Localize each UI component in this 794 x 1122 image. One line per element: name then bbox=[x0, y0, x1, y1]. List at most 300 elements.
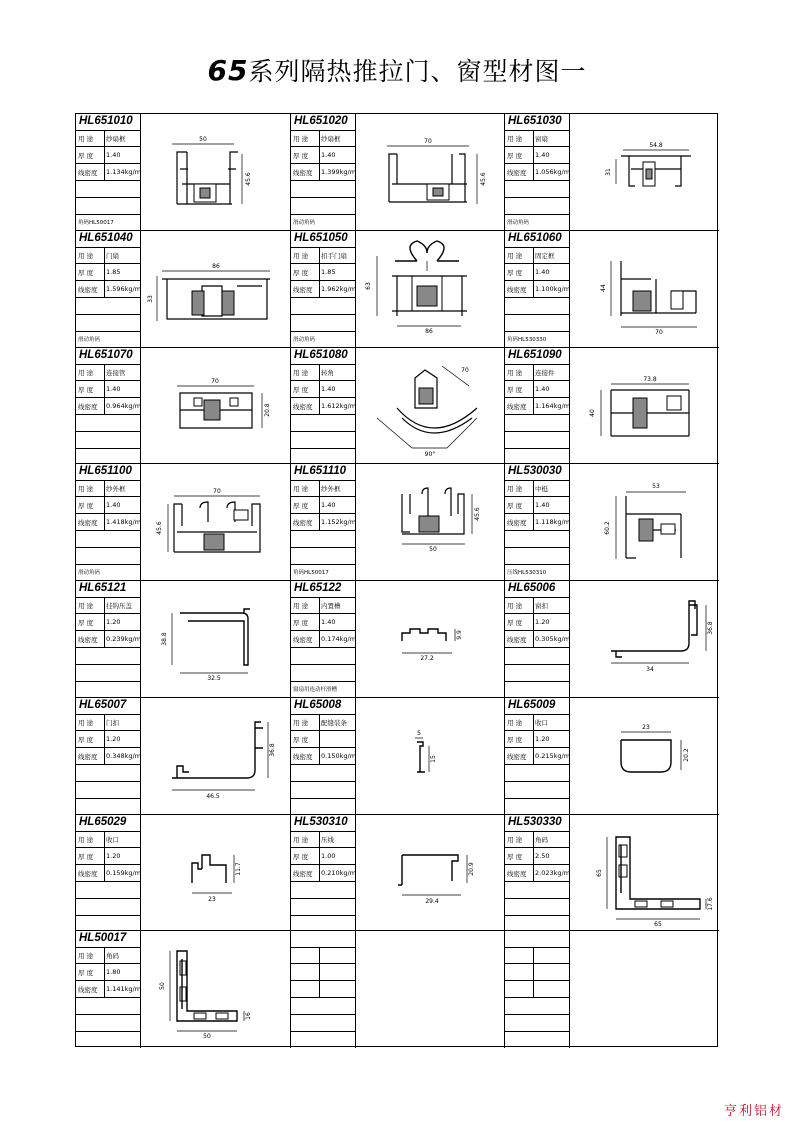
profile-cell bbox=[291, 464, 505, 581]
row-divider bbox=[505, 664, 570, 665]
column-divider bbox=[319, 480, 320, 530]
column-divider bbox=[319, 831, 320, 881]
field-label-thick: 厚 度 bbox=[78, 619, 94, 627]
profile-cell bbox=[505, 931, 719, 1048]
row-divider bbox=[76, 197, 141, 198]
profile-cross-section bbox=[357, 698, 505, 814]
dimension-label: 11.7 bbox=[235, 861, 242, 876]
field-label-thick: 厚 度 bbox=[507, 619, 523, 627]
row-divider bbox=[505, 130, 570, 131]
profile-outline bbox=[397, 408, 477, 428]
field-label-weight: 线密度 bbox=[78, 169, 98, 177]
row-divider bbox=[291, 847, 356, 848]
profile-cell bbox=[505, 114, 719, 231]
row-divider bbox=[76, 397, 141, 398]
field-value-weight: 1.164kg/m bbox=[535, 401, 571, 410]
row-divider bbox=[505, 297, 570, 298]
row-divider bbox=[291, 197, 356, 198]
profile-code: HL65008 bbox=[294, 698, 342, 711]
row-divider bbox=[291, 898, 356, 899]
profile-drawing bbox=[142, 114, 290, 230]
row-divider bbox=[76, 364, 141, 365]
row-divider bbox=[505, 647, 570, 648]
profile-drawing bbox=[142, 698, 290, 814]
column-divider bbox=[319, 130, 320, 180]
field-value-thick: 1.80 bbox=[106, 968, 121, 977]
row-divider bbox=[505, 513, 570, 514]
dimension-label: 17.6 bbox=[707, 896, 714, 911]
profile-code: HL651010 bbox=[79, 115, 133, 127]
profile-info bbox=[76, 464, 141, 580]
dimension-label: 44 bbox=[600, 283, 607, 292]
row-divider bbox=[505, 414, 570, 415]
field-label-weight: 线密度 bbox=[507, 636, 527, 644]
column-divider bbox=[319, 364, 320, 414]
profile-cross-section bbox=[357, 815, 505, 931]
profile-info bbox=[505, 815, 570, 931]
field-label-thick: 厚 度 bbox=[78, 969, 94, 978]
field-value-thick: 1.20 bbox=[535, 734, 550, 743]
profile-part bbox=[216, 1013, 228, 1019]
row-divider bbox=[291, 747, 356, 748]
field-label-use: 用 途 bbox=[78, 485, 94, 494]
row-divider bbox=[291, 764, 356, 765]
row-divider bbox=[291, 714, 356, 715]
profile-info bbox=[76, 698, 141, 814]
field-label-use: 用 途 bbox=[293, 485, 309, 494]
column-divider bbox=[104, 947, 105, 997]
row-divider bbox=[505, 881, 570, 882]
profile-part bbox=[646, 169, 652, 179]
row-divider bbox=[505, 480, 570, 481]
row-divider bbox=[505, 180, 570, 181]
field-value-use: 门扣 bbox=[106, 718, 119, 727]
row-divider bbox=[291, 214, 356, 215]
row-divider bbox=[291, 448, 356, 449]
row-divider bbox=[291, 597, 356, 598]
profile-info bbox=[76, 231, 141, 347]
profile-note: 滑动角码 bbox=[78, 336, 101, 343]
row-divider bbox=[291, 864, 356, 865]
field-value-thick: 1.40 bbox=[535, 501, 550, 510]
dimension-label: 20.8 bbox=[264, 402, 271, 417]
row-divider bbox=[76, 480, 141, 481]
field-label-weight: 线密度 bbox=[78, 285, 98, 294]
profile-cell bbox=[76, 464, 291, 581]
field-label-thick: 厚 度 bbox=[293, 502, 309, 511]
profile-drawing bbox=[571, 114, 719, 230]
field-value-use: 内置槽 bbox=[321, 602, 341, 610]
row-divider bbox=[76, 331, 141, 332]
field-label-weight: 线密度 bbox=[78, 869, 98, 878]
row-divider bbox=[505, 963, 570, 964]
row-divider bbox=[505, 798, 570, 799]
field-value-thick: 1.40 bbox=[321, 151, 336, 159]
field-label-use: 用 途 bbox=[293, 718, 309, 727]
profile-cell bbox=[505, 464, 719, 581]
profile-info bbox=[76, 581, 141, 697]
field-value-weight: 0.348kg/m bbox=[106, 751, 142, 760]
row-divider bbox=[291, 280, 356, 281]
field-value-weight: 1.118kg/m bbox=[535, 518, 571, 527]
field-label-weight: 线密度 bbox=[507, 752, 527, 761]
field-label-weight: 线密度 bbox=[78, 636, 98, 644]
row-divider bbox=[505, 280, 570, 281]
row-divider bbox=[505, 730, 570, 731]
profile-cross-section bbox=[142, 231, 290, 347]
profile-code: HL651110 bbox=[294, 465, 346, 478]
row-divider bbox=[76, 496, 141, 497]
profile-code: HL651030 bbox=[508, 115, 562, 127]
row-divider bbox=[291, 831, 356, 832]
dimension-label: 33 bbox=[147, 294, 154, 303]
column-divider bbox=[319, 947, 320, 997]
row-divider bbox=[291, 513, 356, 514]
row-divider bbox=[76, 847, 141, 848]
field-label-thick: 厚 度 bbox=[78, 268, 94, 277]
field-label-use: 用 途 bbox=[78, 251, 94, 260]
field-value-thick: 1.40 bbox=[106, 384, 121, 393]
profile-code: HL651040 bbox=[79, 231, 133, 244]
row-divider bbox=[76, 647, 141, 648]
profile-cell bbox=[291, 114, 505, 231]
profile-code: HL65006 bbox=[508, 582, 556, 594]
profile-cell bbox=[291, 698, 505, 815]
row-divider bbox=[505, 714, 570, 715]
profile-code: HL651070 bbox=[79, 348, 133, 361]
field-value-use: 连接件 bbox=[535, 368, 555, 377]
field-label-weight: 线密度 bbox=[293, 285, 313, 294]
row-divider bbox=[76, 963, 141, 964]
row-divider bbox=[291, 263, 356, 264]
field-label-use: 用 途 bbox=[293, 835, 309, 844]
row-divider bbox=[76, 180, 141, 181]
column-divider bbox=[104, 364, 105, 414]
field-value-weight: 2.023kg/m bbox=[535, 868, 571, 877]
row-divider bbox=[505, 915, 570, 916]
field-value-weight: 0.210kg/m bbox=[321, 868, 357, 877]
profile-info bbox=[505, 114, 570, 230]
field-label-use: 用 途 bbox=[293, 135, 309, 143]
column-divider bbox=[319, 714, 320, 764]
profile-note: 窗扇用连动杆滑槽 bbox=[293, 687, 338, 693]
dimension-label: 36.8 bbox=[269, 743, 276, 757]
row-divider bbox=[76, 980, 141, 981]
row-divider bbox=[291, 630, 356, 631]
field-label-weight: 线密度 bbox=[507, 402, 527, 411]
field-label-use: 用 途 bbox=[78, 718, 94, 727]
field-value-use: 门扇 bbox=[106, 251, 119, 260]
dimension-label: 40 bbox=[589, 408, 596, 417]
profile-note: 滑动角码 bbox=[507, 220, 530, 226]
row-divider bbox=[291, 997, 356, 998]
profile-part bbox=[419, 516, 439, 532]
row-divider bbox=[505, 364, 570, 365]
row-divider bbox=[505, 146, 570, 147]
row-divider bbox=[505, 630, 570, 631]
brand-watermark: 亨利铝材 bbox=[723, 1104, 784, 1119]
field-label-thick: 厚 度 bbox=[507, 852, 523, 861]
profile-drawing bbox=[357, 114, 505, 230]
field-value-weight: 0.159kg/m bbox=[106, 868, 142, 877]
profile-info bbox=[505, 231, 570, 347]
dimension-label: 53 bbox=[652, 483, 660, 491]
row-divider bbox=[76, 747, 141, 748]
profile-part bbox=[619, 845, 627, 857]
row-divider bbox=[291, 1014, 356, 1015]
field-value-use: 转角 bbox=[321, 368, 334, 377]
field-value-use: 窗扇 bbox=[535, 135, 548, 143]
profile-info bbox=[291, 815, 356, 931]
profile-info bbox=[505, 698, 570, 814]
field-label-weight: 线密度 bbox=[293, 402, 313, 411]
profile-part bbox=[635, 901, 647, 907]
field-label-use: 用 途 bbox=[293, 368, 309, 377]
column-divider bbox=[104, 597, 105, 647]
field-label-use: 用 途 bbox=[78, 835, 94, 844]
row-divider bbox=[505, 263, 570, 264]
row-divider bbox=[76, 380, 141, 381]
field-label-thick: 厚 度 bbox=[78, 735, 94, 744]
profile-part bbox=[234, 510, 248, 520]
field-label-thick: 厚 度 bbox=[507, 152, 523, 160]
profile-cell bbox=[76, 231, 291, 348]
field-value-thick: 1.20 bbox=[106, 851, 121, 860]
dimension-label: 46.5 bbox=[206, 792, 220, 800]
field-label-use: 用 途 bbox=[507, 485, 523, 494]
dimension-label: 73.8 bbox=[643, 375, 657, 383]
field-value-weight: 1.056kg/m bbox=[535, 168, 571, 176]
column-divider bbox=[104, 714, 105, 764]
dimension-label: 32.5 bbox=[207, 675, 221, 682]
profile-info bbox=[505, 464, 570, 580]
dimension-label: 86 bbox=[425, 327, 433, 335]
field-label-thick: 厚 度 bbox=[78, 152, 94, 160]
field-value-use: 连接管 bbox=[106, 368, 126, 377]
profile-part bbox=[433, 188, 443, 196]
profile-info bbox=[505, 348, 570, 464]
profile-note: 压线HL530310 bbox=[507, 570, 547, 577]
row-divider bbox=[505, 898, 570, 899]
row-divider bbox=[76, 280, 141, 281]
profile-outline bbox=[172, 722, 263, 778]
field-label-thick: 厚 度 bbox=[507, 502, 523, 511]
profile-drawing bbox=[142, 464, 290, 580]
profile-cell bbox=[76, 698, 291, 815]
dimension-label: 70 bbox=[424, 138, 432, 145]
row-divider bbox=[291, 314, 356, 315]
field-value-weight: 0.239kg/m bbox=[106, 635, 142, 643]
profile-cross-section bbox=[571, 815, 719, 931]
row-divider bbox=[505, 980, 570, 981]
row-divider bbox=[505, 547, 570, 548]
row-divider bbox=[76, 798, 141, 799]
profile-info bbox=[291, 464, 356, 580]
profile-cross-section bbox=[142, 348, 290, 464]
field-value-use: 挂钩压盖 bbox=[106, 602, 132, 610]
profile-cell bbox=[76, 114, 291, 231]
row-divider bbox=[291, 180, 356, 181]
field-value-thick: 1.40 bbox=[321, 501, 336, 510]
profile-drawing bbox=[142, 815, 290, 931]
field-value-thick: 1.00 bbox=[321, 851, 336, 860]
profile-info bbox=[291, 348, 356, 464]
column-divider bbox=[319, 247, 320, 297]
profile-drawing bbox=[142, 931, 290, 1048]
profile-part bbox=[633, 291, 651, 311]
profile-cross-section bbox=[142, 114, 290, 230]
dimension-label: 23 bbox=[642, 723, 650, 731]
row-divider bbox=[76, 831, 141, 832]
field-label-thick: 厚 度 bbox=[293, 268, 309, 277]
dimension-label: 27.2 bbox=[420, 655, 434, 662]
field-value-thick: 1.85 bbox=[321, 267, 336, 276]
dimension-label: 90° bbox=[424, 450, 436, 458]
row-divider bbox=[76, 881, 141, 882]
profile-info bbox=[505, 581, 570, 697]
profile-part bbox=[180, 961, 186, 975]
profile-part bbox=[204, 534, 224, 550]
dimension-label: 70 bbox=[655, 328, 663, 336]
profile-cell bbox=[291, 348, 505, 465]
row-divider bbox=[76, 997, 141, 998]
row-divider bbox=[291, 130, 356, 131]
dimension-label: 45.6 bbox=[480, 172, 487, 186]
profile-outline bbox=[398, 855, 458, 885]
row-divider bbox=[505, 613, 570, 614]
field-label-use: 用 途 bbox=[507, 368, 523, 377]
profile-drawing bbox=[142, 581, 290, 697]
profile-info bbox=[76, 815, 141, 931]
profile-cell bbox=[505, 698, 719, 815]
row-divider bbox=[76, 1014, 141, 1015]
profile-code: HL65122 bbox=[294, 582, 342, 594]
profile-part bbox=[194, 1013, 206, 1019]
profile-code: HL530330 bbox=[508, 815, 562, 828]
profile-info bbox=[76, 114, 141, 230]
dimension-label: 70 bbox=[461, 366, 469, 374]
field-value-weight: 1.134kg/m bbox=[106, 168, 142, 176]
field-value-use: 纱扇框 bbox=[106, 135, 126, 143]
row-divider bbox=[505, 564, 570, 565]
row-divider bbox=[505, 997, 570, 998]
profile-info bbox=[291, 231, 356, 347]
profile-part bbox=[194, 398, 202, 406]
field-value-weight: 0.174kg/m bbox=[321, 635, 357, 643]
profile-table bbox=[75, 113, 718, 1047]
profile-drawing bbox=[571, 698, 719, 814]
dimension-label: 15 bbox=[430, 754, 437, 763]
dimension-label: 45.6 bbox=[156, 521, 163, 535]
profile-cell bbox=[76, 348, 291, 465]
row-divider bbox=[76, 530, 141, 531]
field-value-weight: 1.962kg/m bbox=[321, 284, 357, 293]
field-label-use: 用 途 bbox=[507, 251, 523, 260]
profile-code: HL50017 bbox=[79, 932, 127, 945]
dimension-label: 20.9 bbox=[468, 861, 475, 876]
column-divider bbox=[533, 831, 534, 881]
field-value-weight: 1.141kg/m bbox=[106, 985, 142, 994]
field-label-weight: 线密度 bbox=[78, 402, 98, 411]
field-value-weight: 1.152kg/m bbox=[321, 518, 357, 527]
field-value-weight: 1.612kg/m bbox=[321, 401, 357, 410]
profile-cell bbox=[505, 815, 719, 932]
row-divider bbox=[291, 963, 356, 964]
row-divider bbox=[505, 781, 570, 782]
field-value-thick: 1.85 bbox=[106, 267, 121, 276]
field-label-thick: 厚 度 bbox=[78, 502, 94, 511]
row-divider bbox=[291, 564, 356, 565]
profile-outline bbox=[621, 261, 696, 316]
row-divider bbox=[505, 431, 570, 432]
row-divider bbox=[291, 297, 356, 298]
drawing-line bbox=[447, 418, 477, 448]
field-value-thick: 1.40 bbox=[321, 384, 336, 393]
profile-info bbox=[291, 698, 356, 814]
profile-drawing bbox=[142, 231, 290, 347]
profile-outline bbox=[621, 156, 691, 186]
row-divider bbox=[505, 380, 570, 381]
profile-code: HL65009 bbox=[508, 698, 556, 711]
row-divider bbox=[76, 864, 141, 865]
column-divider bbox=[533, 480, 534, 530]
field-value-thick: 1.40 bbox=[535, 267, 550, 276]
profile-part bbox=[204, 400, 220, 420]
field-value-thick: 2.50 bbox=[535, 851, 550, 860]
field-value-weight: 1.596kg/m bbox=[106, 284, 142, 293]
profile-part bbox=[619, 865, 627, 877]
dimension-label: 60.2 bbox=[604, 521, 611, 535]
field-label-thick: 厚 度 bbox=[293, 385, 309, 394]
row-divider bbox=[505, 597, 570, 598]
profile-cell bbox=[505, 231, 719, 348]
profile-outline bbox=[192, 855, 226, 883]
dimension-label: 70 bbox=[211, 377, 219, 385]
row-divider bbox=[291, 681, 356, 682]
profile-info bbox=[76, 348, 141, 464]
row-divider bbox=[291, 613, 356, 614]
profile-outline bbox=[180, 609, 250, 665]
row-divider bbox=[76, 915, 141, 916]
field-label-thick: 厚 度 bbox=[293, 735, 309, 744]
profile-note: 滑动角码 bbox=[293, 220, 316, 226]
profile-info bbox=[291, 931, 356, 1048]
row-divider bbox=[76, 714, 141, 715]
field-value-thick: 1.40 bbox=[321, 618, 336, 626]
profile-cross-section bbox=[571, 698, 719, 814]
row-divider bbox=[291, 915, 356, 916]
row-divider bbox=[76, 247, 141, 248]
profile-cross-section bbox=[142, 464, 290, 580]
column-divider bbox=[104, 480, 105, 530]
row-divider bbox=[291, 980, 356, 981]
row-divider bbox=[291, 947, 356, 948]
row-divider bbox=[291, 380, 356, 381]
row-divider bbox=[291, 647, 356, 648]
row-divider bbox=[291, 730, 356, 731]
field-value-weight: 0.215kg/m bbox=[535, 751, 571, 760]
row-divider bbox=[505, 163, 570, 164]
profile-code: HL651060 bbox=[508, 231, 562, 244]
profile-drawing bbox=[357, 231, 505, 347]
profile-cross-section bbox=[357, 464, 505, 580]
dimension-label: 38.8 bbox=[161, 632, 168, 646]
field-value-thick: 1.20 bbox=[106, 618, 121, 626]
row-divider bbox=[76, 947, 141, 948]
row-divider bbox=[505, 496, 570, 497]
profile-cell bbox=[76, 815, 291, 932]
field-value-use: 收口 bbox=[106, 835, 119, 844]
